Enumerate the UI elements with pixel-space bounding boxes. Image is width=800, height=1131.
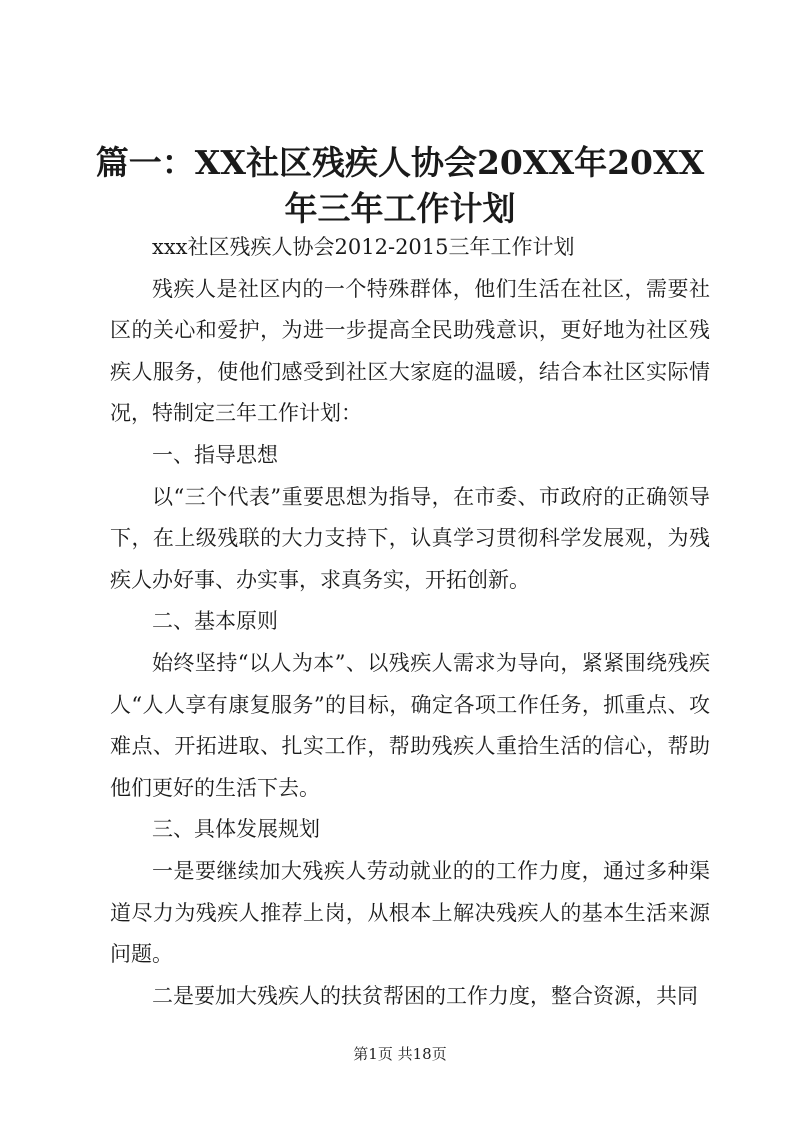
paragraph-subtitle: xxx社区残疾人协会2012-2015三年工作计划 [152, 235, 575, 259]
page-footer: 第1页 共18页 [353, 1045, 447, 1063]
paragraph-plan-item-1: 一是要继续加大残疾人劳动就业的的工作力度，通过多种渠道尽力为残疾人推荐上岗，从根本上解决残疾人的基本生活来源问题。 [110, 858, 710, 967]
section-heading-basic-principles: 二、基本原则 [152, 609, 278, 634]
paragraph-guiding-ideology: 以“三个代表”重要思想为指导，在市委、市政府的正确领导下，在上级残联的大力支持下，认真学习贯彻科学发展观，为残疾人办好事、办实事，求真务实，开拓创新。 [110, 484, 710, 592]
paragraph-intro: 残疾人是社区内的一个特殊群体，他们生活在社区，需要社区的关心和爱护，为进一步提高全民助残意识，更好地为社区残疾人服务，使他们感受到社区大家庭的温暖，结合本社区实际情况，特制定三年工作计划： [110, 276, 710, 426]
paragraph-basic-principles: 始终坚持“以人为本”、以残疾人需求为导向，紧紧围绕残疾人“人人享有康复服务”的目标，确定各项工作任务，抓重点、攻难点、开拓进取、扎实工作，帮助残疾人重拾生活的信心，帮助他们更好的生活下去。 [110, 650, 710, 800]
paragraph-plan-item-2: 二是要加大残疾人的扶贫帮困的工作力度，整合资源，共同 [152, 983, 698, 1008]
section-heading-guiding-ideology: 一、指导思想 [152, 442, 278, 467]
section-heading-development-plan: 三、具体发展规划 [152, 817, 320, 842]
document-title: 篇一：XX社区残疾人协会20XX年20XX年三年工作计划 [95, 143, 705, 228]
document-body [110, 227, 710, 1017]
